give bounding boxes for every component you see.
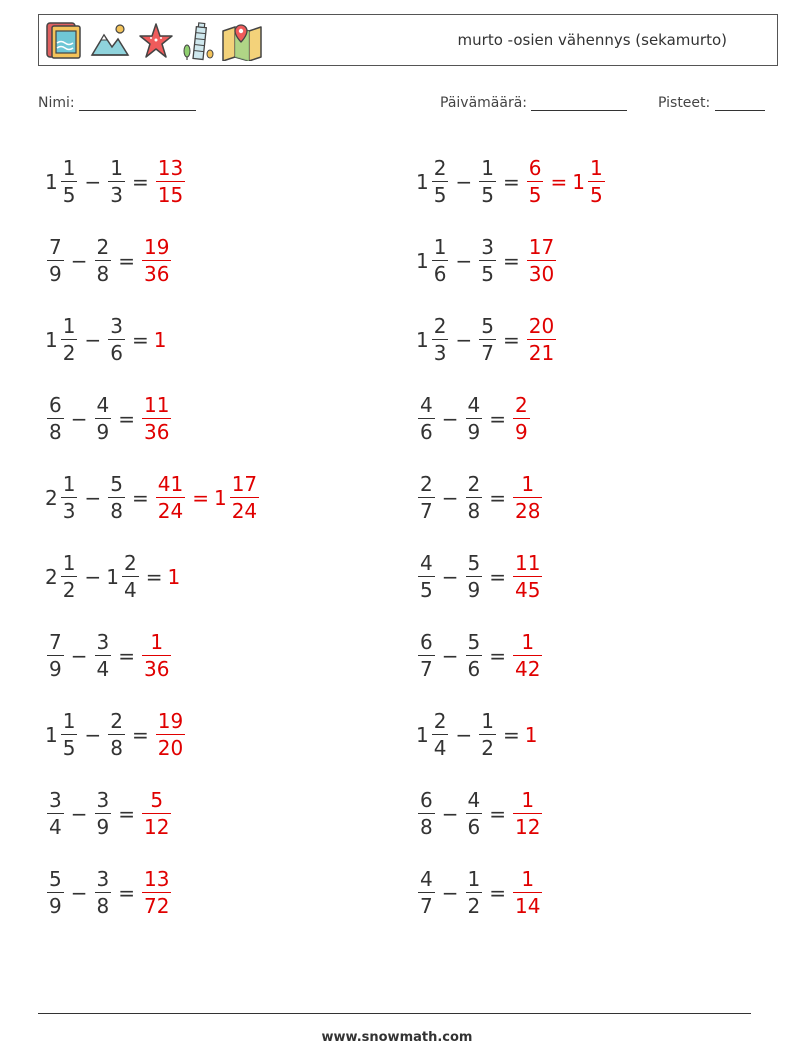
minus-sign: − xyxy=(84,722,102,747)
problem-row xyxy=(45,616,261,695)
minuend-whole: 2 xyxy=(45,485,58,510)
subtrahend-denominator: 3 xyxy=(110,183,123,207)
subtrahend-whole: 1 xyxy=(106,564,119,589)
answer-denominator: 21 xyxy=(528,341,555,365)
minuend-numerator: 5 xyxy=(49,867,62,891)
answer-denominator: 12 xyxy=(144,815,170,839)
subtrahend-numerator: 3 xyxy=(96,630,110,654)
subtrahend-denominator: 5 xyxy=(481,262,494,286)
equals-sign: = xyxy=(145,564,163,589)
minuend-fraction xyxy=(432,237,449,284)
answer-fraction xyxy=(142,790,171,837)
minuend-whole: 1 xyxy=(416,722,429,747)
problems-column-left xyxy=(45,142,261,932)
subtrahend-fraction xyxy=(479,316,496,363)
equals-sign: = xyxy=(489,564,506,589)
minus-sign: − xyxy=(441,880,459,905)
problem-row xyxy=(45,221,261,300)
problem-row xyxy=(416,774,607,853)
minuend-fraction xyxy=(47,395,64,442)
subtrahend-fraction xyxy=(466,474,483,521)
book-icon xyxy=(45,21,83,61)
answer-fraction xyxy=(513,553,542,600)
minuend-numerator: 2 xyxy=(420,472,433,496)
minuend-numerator: 3 xyxy=(49,788,62,812)
minuend-fraction xyxy=(61,158,78,205)
subtrahend-numerator: 3 xyxy=(96,867,110,891)
name-field xyxy=(38,95,196,111)
answer-fraction xyxy=(142,237,171,284)
answer-fraction xyxy=(156,711,185,758)
minus-sign: − xyxy=(455,327,473,352)
subtrahend-denominator: 8 xyxy=(96,894,110,918)
answer-denominator: 5 xyxy=(528,183,542,207)
answer-numerator: 1 xyxy=(150,630,164,654)
subtrahend-denominator: 8 xyxy=(467,499,481,523)
problem-row xyxy=(45,300,261,379)
minuend-fraction xyxy=(47,237,64,284)
subtrahend-numerator: 1 xyxy=(110,156,123,180)
minuend-denominator: 2 xyxy=(62,578,76,602)
answer xyxy=(154,711,187,758)
minuend-fraction xyxy=(47,869,64,916)
minuend-denominator: 9 xyxy=(49,657,62,681)
minuend-denominator: 7 xyxy=(420,657,433,681)
minuend-numerator: 6 xyxy=(420,630,433,654)
subtrahend-numerator: 3 xyxy=(110,314,123,338)
answer xyxy=(154,328,168,352)
answer-fraction xyxy=(156,158,185,205)
answer xyxy=(140,632,173,679)
subtrahend-numerator: 2 xyxy=(467,472,481,496)
answer-mixed-fraction xyxy=(230,474,259,521)
answer-denominator: 30 xyxy=(528,262,555,286)
minuend-whole: 1 xyxy=(45,722,58,747)
answer-numerator: 13 xyxy=(144,867,170,891)
answer-fraction xyxy=(513,632,542,679)
leaning-tower-icon xyxy=(182,21,214,61)
answer-fraction xyxy=(142,632,171,679)
problem-row xyxy=(45,142,261,221)
answer-numerator: 6 xyxy=(528,156,542,180)
answer-whole: 1 xyxy=(524,722,538,747)
subtrahend-numerator: 5 xyxy=(481,314,494,338)
problem-row xyxy=(45,379,261,458)
answer-whole: 1 xyxy=(153,327,167,352)
answer-numerator: 13 xyxy=(157,156,184,180)
subtrahend-fraction xyxy=(466,632,483,679)
subtrahend-denominator: 6 xyxy=(110,341,123,365)
answer-numerator: 11 xyxy=(144,393,170,417)
minuend-fraction xyxy=(432,316,449,363)
minuend-fraction xyxy=(418,553,435,600)
problem-row xyxy=(416,695,607,774)
equals-sign: = xyxy=(502,327,520,352)
subtrahend-denominator: 2 xyxy=(481,736,494,760)
minuend-denominator: 6 xyxy=(420,420,433,444)
minuend-denominator: 5 xyxy=(433,183,447,207)
answer xyxy=(154,158,187,205)
answer-mixed-whole: 1 xyxy=(213,485,227,510)
answer-numerator: 19 xyxy=(144,235,170,259)
header-box xyxy=(38,14,778,66)
subtrahend-fraction xyxy=(95,869,112,916)
answer-mixed-denominator: 24 xyxy=(231,499,258,523)
answer-fraction xyxy=(527,237,556,284)
answer-numerator: 41 xyxy=(157,472,184,496)
minuend-fraction xyxy=(418,632,435,679)
subtrahend-fraction xyxy=(95,790,112,837)
answer xyxy=(511,474,544,521)
answer xyxy=(525,723,539,747)
answer xyxy=(511,869,544,916)
subtrahend-numerator: 2 xyxy=(96,235,110,259)
answer-mixed-denominator: 5 xyxy=(589,183,603,207)
subtrahend-numerator: 5 xyxy=(467,551,481,575)
answer-mixed-fraction xyxy=(588,158,605,205)
minuend-fraction xyxy=(418,790,435,837)
problems-column-right xyxy=(416,142,607,932)
minuend-numerator: 7 xyxy=(49,235,62,259)
minuend-whole: 1 xyxy=(45,327,58,352)
problem-row xyxy=(45,537,261,616)
answer xyxy=(140,395,173,442)
minuend-denominator: 9 xyxy=(49,894,62,918)
subtrahend-fraction xyxy=(95,237,112,284)
minuend-fraction xyxy=(61,474,78,521)
minuend-denominator: 7 xyxy=(420,894,433,918)
minuend-numerator: 4 xyxy=(420,393,433,417)
answer-denominator: 36 xyxy=(144,657,170,681)
subtrahend-denominator: 6 xyxy=(467,657,481,681)
minus-sign: − xyxy=(70,880,88,905)
subtrahend-numerator: 2 xyxy=(123,551,137,575)
minuend-denominator: 9 xyxy=(49,262,62,286)
answer xyxy=(140,790,173,837)
minus-sign: − xyxy=(70,406,88,431)
equals-sign: = xyxy=(118,248,135,273)
subtrahend-numerator: 3 xyxy=(481,235,494,259)
subtrahend-fraction xyxy=(479,158,496,205)
answer-denominator: 9 xyxy=(515,420,528,444)
page-title: murto -osien vähennys (sekamurto) xyxy=(457,31,727,49)
subtrahend-denominator: 8 xyxy=(110,499,123,523)
answer-mixed-numerator: 1 xyxy=(589,156,603,180)
footer-site: www.snowmath.com xyxy=(321,1030,473,1045)
minuend-whole: 1 xyxy=(416,327,429,352)
problem-row xyxy=(416,300,607,379)
problem-row xyxy=(416,853,607,932)
subtrahend-denominator: 7 xyxy=(481,341,494,365)
minuend-fraction xyxy=(61,553,78,600)
equals-sign: = xyxy=(489,643,506,668)
answer xyxy=(140,237,173,284)
equals-sign: = xyxy=(502,169,520,194)
minuend-denominator: 3 xyxy=(62,499,76,523)
minuend-numerator: 2 xyxy=(433,709,447,733)
subtrahend-fraction xyxy=(108,316,125,363)
subtrahend-fraction xyxy=(466,869,483,916)
answer-denominator: 45 xyxy=(515,578,541,602)
starfish-icon xyxy=(137,21,175,61)
minus-sign: − xyxy=(455,169,473,194)
answer-denominator: 20 xyxy=(157,736,184,760)
equals-sign: = xyxy=(489,485,506,510)
subtrahend-denominator: 6 xyxy=(467,815,481,839)
answer-equals-sign: = xyxy=(550,169,568,194)
answer-fraction xyxy=(527,316,556,363)
minus-sign: − xyxy=(84,564,102,589)
minus-sign: − xyxy=(441,406,459,431)
subtrahend-denominator: 5 xyxy=(481,183,494,207)
answer-mixed-numerator: 17 xyxy=(231,472,258,496)
minuend-numerator: 1 xyxy=(433,235,447,259)
answer-fraction xyxy=(513,395,530,442)
answer xyxy=(525,316,558,363)
mountains-icon xyxy=(90,21,130,61)
answer-denominator: 14 xyxy=(515,894,541,918)
subtrahend-fraction xyxy=(108,711,125,758)
equals-sign: = xyxy=(131,169,149,194)
minuend-fraction xyxy=(47,790,64,837)
minuend-fraction xyxy=(61,316,78,363)
minuend-numerator: 4 xyxy=(420,551,433,575)
equals-sign: = xyxy=(489,406,506,431)
subtrahend-denominator: 9 xyxy=(467,420,481,444)
subtrahend-numerator: 4 xyxy=(467,393,481,417)
minus-sign: − xyxy=(441,485,459,510)
answer-fraction xyxy=(513,790,542,837)
minus-sign: − xyxy=(441,643,459,668)
minuend-fraction xyxy=(418,869,435,916)
score-label: Pisteet: xyxy=(658,95,711,111)
answer-equals-sign: = xyxy=(192,485,209,510)
answer xyxy=(511,632,544,679)
minuend-numerator: 1 xyxy=(62,156,76,180)
answer xyxy=(154,474,261,521)
problem-row xyxy=(416,142,607,221)
header-icons xyxy=(45,21,263,61)
subtrahend-denominator: 9 xyxy=(467,578,481,602)
equals-sign: = xyxy=(131,722,149,747)
problem-row xyxy=(416,221,607,300)
equals-sign: = xyxy=(489,880,506,905)
date-field xyxy=(440,95,627,111)
minuend-denominator: 5 xyxy=(62,736,76,760)
minuend-denominator: 2 xyxy=(62,341,76,365)
minuend-fraction xyxy=(432,711,449,758)
date-line[interactable] xyxy=(531,96,627,111)
minus-sign: − xyxy=(70,643,88,668)
answer-numerator: 1 xyxy=(521,472,535,496)
answer-whole: 1 xyxy=(167,564,181,589)
answer-numerator: 19 xyxy=(157,709,184,733)
minus-sign: − xyxy=(455,248,473,273)
subtrahend-fraction xyxy=(466,790,483,837)
minus-sign: − xyxy=(84,485,102,510)
subtrahend-fraction xyxy=(466,395,483,442)
subtrahend-fraction xyxy=(108,158,125,205)
equals-sign: = xyxy=(131,327,149,352)
minuend-denominator: 4 xyxy=(433,736,447,760)
problem-row xyxy=(416,537,607,616)
answer-mixed-whole: 1 xyxy=(572,169,585,194)
answer-denominator: 72 xyxy=(144,894,170,918)
score-line[interactable] xyxy=(715,96,765,111)
minuend-whole: 1 xyxy=(45,169,58,194)
minus-sign: − xyxy=(441,564,459,589)
problem-row xyxy=(45,695,261,774)
minuend-denominator: 5 xyxy=(420,578,433,602)
problem-row xyxy=(45,774,261,853)
minuend-numerator: 2 xyxy=(433,156,447,180)
minuend-numerator: 1 xyxy=(62,709,76,733)
equals-sign: = xyxy=(118,406,135,431)
equals-sign: = xyxy=(502,722,520,747)
minuend-denominator: 8 xyxy=(49,420,62,444)
problem-row xyxy=(416,379,607,458)
answer-numerator: 1 xyxy=(521,788,535,812)
minuend-numerator: 7 xyxy=(49,630,62,654)
minuend-numerator: 4 xyxy=(420,867,433,891)
minuend-fraction xyxy=(61,711,78,758)
answer xyxy=(511,553,544,600)
answer xyxy=(525,237,558,284)
answer-fraction xyxy=(142,395,171,442)
subtrahend-fraction xyxy=(108,474,125,521)
equals-sign: = xyxy=(118,801,135,826)
minuend-numerator: 1 xyxy=(62,314,76,338)
answer-fraction xyxy=(527,158,544,205)
subtrahend-fraction xyxy=(122,553,139,600)
answer-denominator: 36 xyxy=(144,262,170,286)
answer-denominator: 15 xyxy=(157,183,184,207)
answer-numerator: 17 xyxy=(528,235,555,259)
answer xyxy=(167,565,181,589)
subtrahend-numerator: 3 xyxy=(96,788,110,812)
subtrahend-numerator: 2 xyxy=(110,709,123,733)
answer-numerator: 5 xyxy=(150,788,164,812)
answer-denominator: 28 xyxy=(515,499,541,523)
map-icon xyxy=(221,21,263,61)
date-label: Päivämäärä: xyxy=(440,95,527,111)
minuend-numerator: 6 xyxy=(420,788,433,812)
equals-sign: = xyxy=(118,880,135,905)
problem-row xyxy=(45,458,261,537)
answer-numerator: 11 xyxy=(515,551,541,575)
minus-sign: − xyxy=(455,722,473,747)
subtrahend-denominator: 4 xyxy=(96,657,110,681)
minuend-whole: 1 xyxy=(416,169,429,194)
minuend-whole: 2 xyxy=(45,564,58,589)
minus-sign: − xyxy=(70,801,88,826)
minus-sign: − xyxy=(441,801,459,826)
minuend-denominator: 5 xyxy=(62,183,76,207)
minuend-denominator: 6 xyxy=(433,262,447,286)
answer-denominator: 24 xyxy=(157,499,184,523)
answer xyxy=(140,869,173,916)
answer-numerator: 1 xyxy=(521,630,535,654)
minuend-numerator: 6 xyxy=(49,393,62,417)
subtrahend-fraction xyxy=(95,395,112,442)
subtrahend-denominator: 8 xyxy=(96,262,110,286)
minuend-denominator: 7 xyxy=(420,499,433,523)
minuend-fraction xyxy=(418,395,435,442)
answer-numerator: 1 xyxy=(521,867,535,891)
equals-sign: = xyxy=(118,643,135,668)
subtrahend-denominator: 9 xyxy=(96,420,110,444)
answer xyxy=(511,395,532,442)
minus-sign: − xyxy=(84,169,102,194)
minuend-numerator: 1 xyxy=(62,472,76,496)
footer-divider xyxy=(38,1013,751,1014)
name-line[interactable] xyxy=(79,96,196,111)
minuend-denominator: 8 xyxy=(420,815,433,839)
problem-row xyxy=(45,853,261,932)
problem-row xyxy=(416,458,607,537)
equals-sign: = xyxy=(489,801,506,826)
minus-sign: − xyxy=(70,248,88,273)
answer xyxy=(511,790,544,837)
minuend-numerator: 2 xyxy=(433,314,447,338)
subtrahend-numerator: 5 xyxy=(110,472,123,496)
answer-fraction xyxy=(142,869,171,916)
subtrahend-numerator: 1 xyxy=(481,156,494,180)
problem-row xyxy=(416,616,607,695)
minuend-fraction xyxy=(432,158,449,205)
minuend-whole: 1 xyxy=(416,248,429,273)
name-label: Nimi: xyxy=(38,95,75,111)
minuend-denominator: 3 xyxy=(433,341,447,365)
subtrahend-numerator: 1 xyxy=(481,709,494,733)
subtrahend-numerator: 5 xyxy=(467,630,481,654)
subtrahend-denominator: 4 xyxy=(123,578,137,602)
answer-denominator: 12 xyxy=(515,815,541,839)
equals-sign: = xyxy=(131,485,149,510)
subtrahend-numerator: 4 xyxy=(96,393,110,417)
minuend-numerator: 1 xyxy=(62,551,76,575)
subtrahend-denominator: 9 xyxy=(96,815,110,839)
minuend-denominator: 4 xyxy=(49,815,62,839)
subtrahend-fraction xyxy=(95,632,112,679)
subtrahend-denominator: 2 xyxy=(467,894,481,918)
minuend-fraction xyxy=(418,474,435,521)
answer-fraction xyxy=(513,869,542,916)
subtrahend-fraction xyxy=(479,711,496,758)
answer-denominator: 36 xyxy=(144,420,170,444)
subtrahend-denominator: 8 xyxy=(110,736,123,760)
answer-denominator: 42 xyxy=(515,657,541,681)
subtrahend-numerator: 1 xyxy=(467,867,481,891)
answer-fraction xyxy=(156,474,185,521)
minus-sign: − xyxy=(84,327,102,352)
answer-fraction xyxy=(513,474,542,521)
equals-sign: = xyxy=(502,248,520,273)
subtrahend-fraction xyxy=(466,553,483,600)
answer-numerator: 2 xyxy=(515,393,528,417)
subtrahend-fraction xyxy=(479,237,496,284)
answer-numerator: 20 xyxy=(528,314,555,338)
score-field xyxy=(658,95,765,111)
subtrahend-numerator: 4 xyxy=(467,788,481,812)
minuend-fraction xyxy=(47,632,64,679)
answer xyxy=(525,158,607,205)
